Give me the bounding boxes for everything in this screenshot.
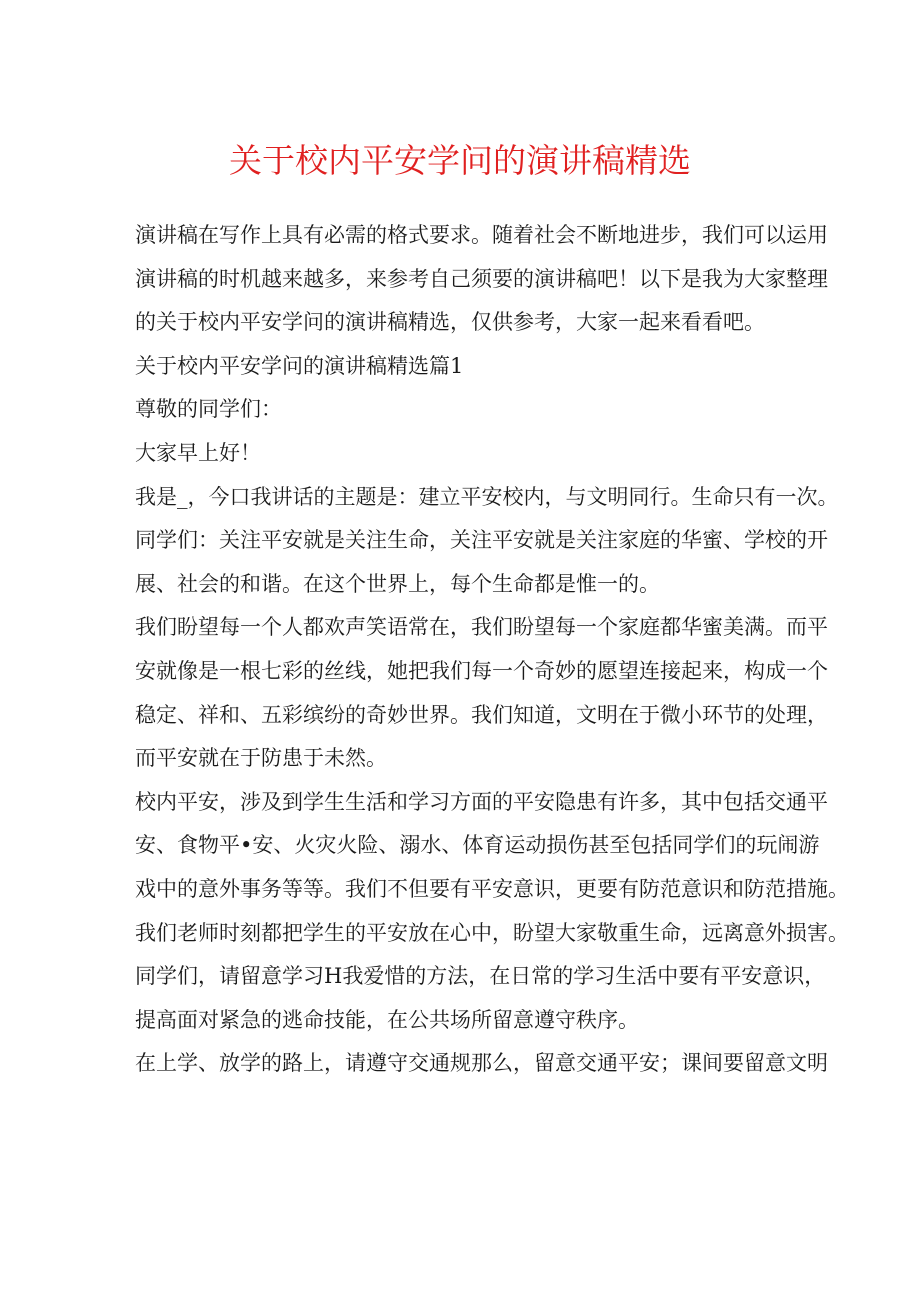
text-line: 提高面对紧急的逃命技能，在公共场所留意遵守秩序。 (135, 1007, 639, 1032)
text-line: 的关于校内平安学问的演讲稿精选，仅供参考，大家一起来看看吧。 (135, 310, 765, 335)
text-line: 展、社会的和谐。在这个世界上，每个生命都是惟一的。 (135, 571, 660, 596)
section-heading: 关于校内平安学问的演讲稿精选篇1 (135, 353, 464, 378)
text-line: 演讲稿在写作上具有必需的格式要求。随着社会不断地进步，我们可以运用 (135, 223, 828, 247)
text-line: 我们老师时刻都把学生的平安放在心中，盼望大家敬重生命，远离意外损害。 (135, 920, 849, 945)
document-title: 关于校内平安学问的演讲稿精选 (229, 141, 691, 180)
text-line: 演讲稿的时机越来越多，来参考自己须要的演讲稿吧！以下是我为大家整理 (135, 266, 828, 291)
text-line: 而平安就在于防患于未然。 (135, 746, 387, 771)
text-line: 我是_，今口我讲话的主题是：建立平安校内，与文明同行。生命只有一次。 (135, 484, 839, 509)
greeting: 大家早上好！ (135, 440, 261, 465)
text-line: 同学们，请留意学习H我爱惜的方法，在日常的学习生活中要有平安意识， (135, 964, 826, 989)
document-body (135, 214, 849, 1086)
text-line: 同学们：关注平安就是关注生命，关注平安就是关注家庭的华蜜、学校的开 (135, 528, 828, 553)
text-line: 戏中的意外事务等等。我们不但要有平安意识，更要有防范意识和防范措施。 (135, 876, 849, 901)
text-line: 我们盼望每一个人都欢声笑语常在，我们盼望每一个家庭都华蜜美满。而平 (135, 615, 828, 640)
text-line: 安、食物平•安、火灾火险、溺水、体育运动损伤甚至包括同学们的玩闹游 (135, 833, 820, 858)
salutation: 尊敬的同学们： (135, 397, 282, 422)
text-line: 校内平安，涉及到学生生活和学习方面的平安隐患有许多，其中包括交通平 (135, 789, 828, 814)
text-line: 安就像是一根七彩的丝线，她把我们每一个奇妙的愿望连接起来，构成一个 (135, 658, 828, 683)
text-line: 在上学、放学的路上，请遵守交通规那么，留意交通平安；课间要留意文明 (135, 1051, 828, 1076)
text-line: 稳定、祥和、五彩缤纷的奇妙世界。我们知道，文明在于微小环节的处理， (135, 702, 828, 727)
